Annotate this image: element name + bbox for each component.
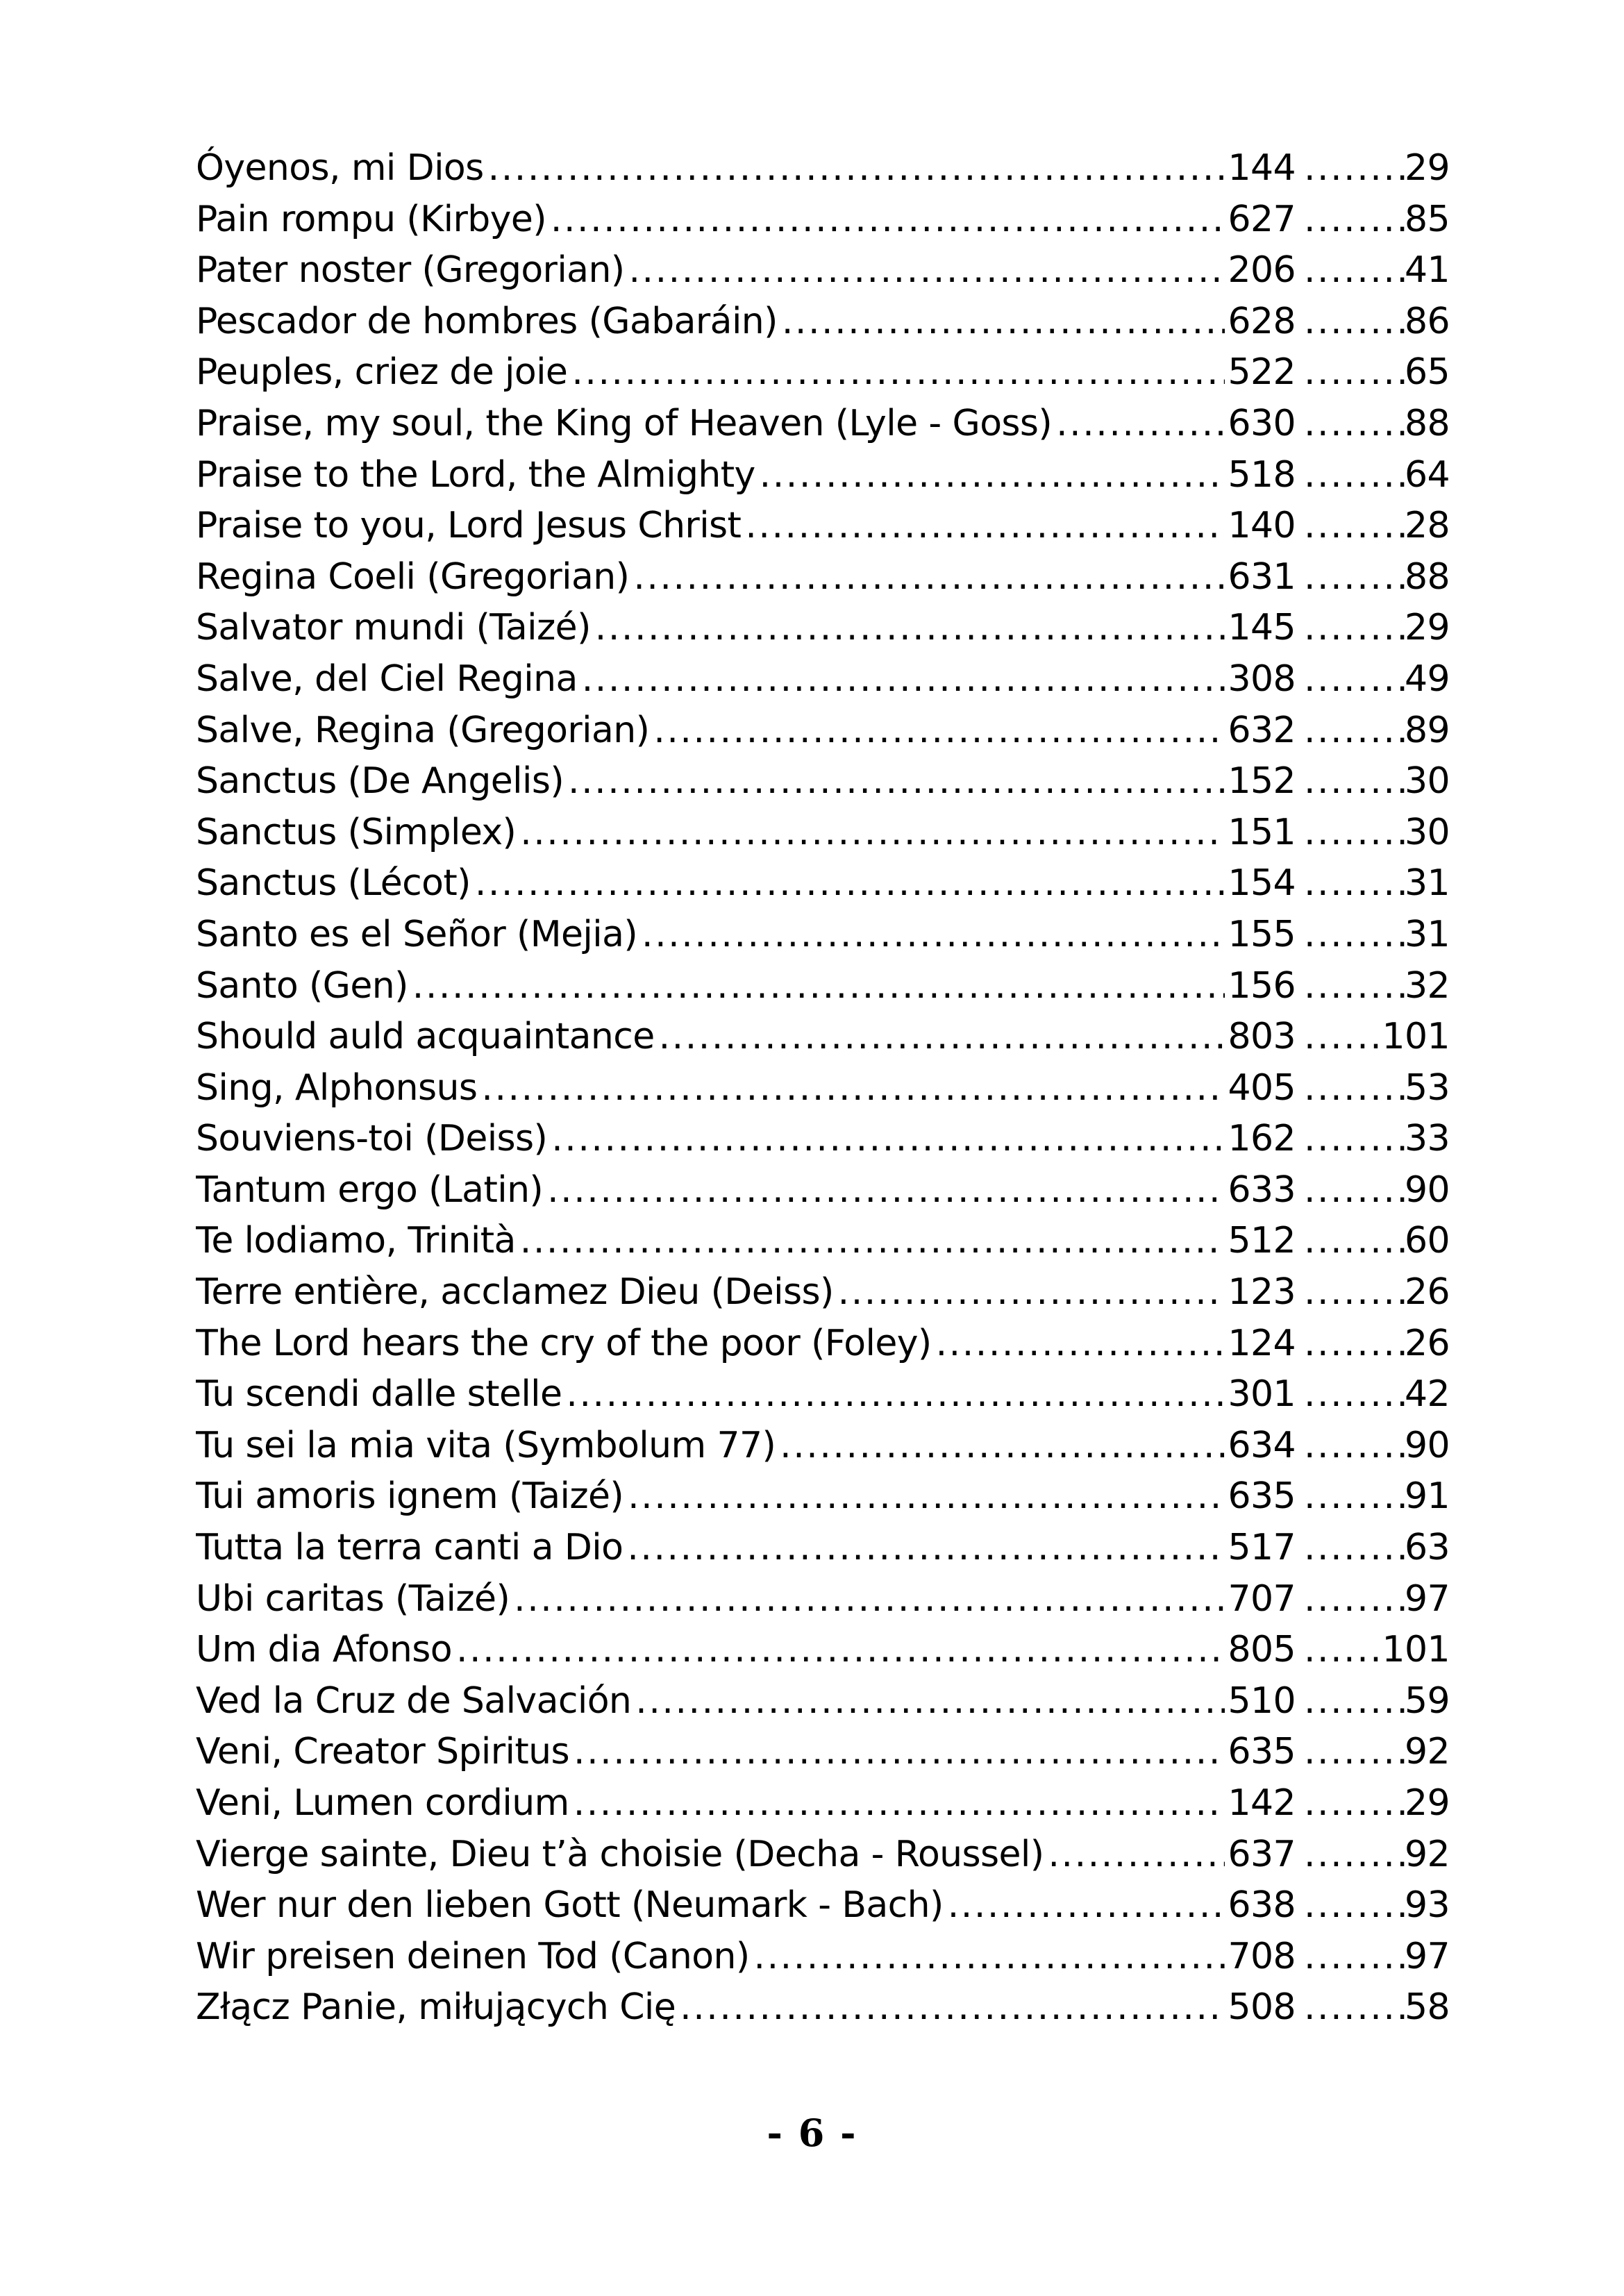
entry-title: Santo es el Señor (Mejia)	[196, 913, 638, 955]
entry-title-cell	[196, 603, 1225, 654]
entry-page-number: 33	[1405, 1118, 1450, 1160]
entry-title: Tantum ergo (Latin)	[196, 1168, 544, 1211]
dot-leader	[481, 1063, 1225, 1114]
entry-hymn-number: 301	[1228, 1373, 1296, 1416]
index-entry	[196, 603, 1450, 654]
dot-leader	[551, 194, 1225, 246]
index-entry	[196, 1932, 1450, 1983]
dot-leader	[628, 1471, 1225, 1523]
dot-leader	[551, 1114, 1225, 1165]
entry-page-cell	[1296, 1778, 1450, 1829]
entry-title: Praise to you, Lord Jesus Christ	[196, 505, 742, 547]
entry-page-number: 60	[1405, 1220, 1450, 1262]
entry-hymn-number: 805	[1228, 1629, 1296, 1671]
dot-leader	[1296, 1727, 1405, 1778]
entry-title: Praise, my soul, the King of Heaven (Lyle - Goss)	[196, 402, 1053, 444]
entry-page-number: 29	[1405, 147, 1450, 189]
entry-hymn-number: 632	[1228, 709, 1296, 751]
entry-title: Should auld acquaintance	[196, 1016, 655, 1058]
entry-page-cell	[1296, 705, 1450, 757]
entry-title: Ubi caritas (Taizé)	[196, 1577, 510, 1620]
dot-leader	[412, 961, 1225, 1012]
entry-page-cell	[1296, 961, 1450, 1012]
dot-leader	[520, 807, 1225, 859]
entry-hymn-number: 162	[1228, 1118, 1296, 1160]
dot-leader	[1296, 654, 1405, 705]
entry-hymn-number: 140	[1228, 505, 1296, 547]
entry-hymn-number: 803	[1228, 1016, 1296, 1058]
entry-title: Wir preisen deinen Tod (Canon)	[196, 1935, 750, 1977]
entry-hymn-number: 635	[1228, 1731, 1296, 1773]
entry-page-number: 42	[1405, 1373, 1450, 1416]
entry-page-number: 28	[1405, 505, 1450, 547]
entry-page-number: 30	[1405, 811, 1450, 853]
dot-leader	[1296, 1523, 1405, 1574]
entry-hymn-number: 518	[1228, 453, 1296, 496]
dot-leader	[627, 1523, 1225, 1574]
dot-leader	[1296, 961, 1405, 1012]
entry-page-number: 85	[1405, 198, 1450, 240]
entry-hymn-number: 630	[1228, 402, 1296, 444]
entry-title: Ved la Cruz de Salvación	[196, 1679, 632, 1722]
entry-title-cell	[196, 450, 1225, 501]
entry-page-cell	[1296, 501, 1450, 552]
entry-page-cell	[1296, 399, 1450, 450]
dot-leader	[1296, 1676, 1405, 1727]
entry-page-cell	[1296, 1574, 1450, 1625]
entry-page-cell	[1296, 1676, 1450, 1727]
index-entry	[196, 1676, 1450, 1727]
entry-hymn-number: 635	[1228, 1475, 1296, 1518]
dot-leader	[1296, 245, 1405, 296]
index-entry	[196, 756, 1450, 807]
entry-hymn-number: 154	[1228, 862, 1296, 905]
dot-leader	[1296, 1267, 1405, 1318]
index-entry	[196, 1880, 1450, 1932]
entry-page-cell	[1296, 1267, 1450, 1318]
entry-title-cell	[196, 756, 1225, 807]
entry-title-cell	[196, 1012, 1225, 1063]
dot-leader	[1296, 1063, 1405, 1114]
entry-hymn-number: 517	[1228, 1527, 1296, 1569]
dot-leader	[582, 654, 1225, 705]
entry-page-cell	[1296, 1318, 1450, 1370]
entry-page-cell	[1296, 1625, 1450, 1676]
entry-title: Peuples, criez de joie	[196, 351, 568, 394]
entry-title: Tutta la terra canti a Dio	[196, 1527, 623, 1569]
dot-leader	[574, 1727, 1225, 1778]
entry-title: Złącz Panie, miłujących Cię	[196, 1986, 676, 2029]
dot-leader	[1296, 1829, 1405, 1881]
entry-hymn-number: 508	[1228, 1986, 1296, 2029]
index-entry	[196, 1165, 1450, 1216]
entry-title-cell	[196, 1727, 1225, 1778]
entry-title: Óyenos, mi Dios	[196, 147, 484, 189]
entry-page-cell	[1296, 194, 1450, 246]
entry-page-cell	[1296, 1982, 1450, 2034]
entry-hymn-number: 145	[1228, 607, 1296, 649]
entry-hymn-number: 405	[1228, 1066, 1296, 1109]
dot-leader	[1296, 1982, 1405, 2034]
dot-leader	[745, 501, 1225, 552]
entry-title: Tu sei la mia vita (Symbolum 77)	[196, 1424, 776, 1466]
dot-leader	[1296, 910, 1405, 961]
entry-hymn-number: 512	[1228, 1220, 1296, 1262]
dot-leader	[1296, 1880, 1405, 1932]
entry-title-cell	[196, 399, 1225, 450]
entry-title-cell	[196, 1932, 1225, 1983]
index-entry	[196, 1267, 1450, 1318]
index-entry	[196, 654, 1450, 705]
entry-page-cell	[1296, 1421, 1450, 1472]
dot-leader	[1296, 1114, 1405, 1165]
entry-page-number: 26	[1405, 1271, 1450, 1314]
entry-page-number: 49	[1405, 657, 1450, 700]
entry-page-cell	[1296, 450, 1450, 501]
page-footer-number: - 6 -	[767, 2111, 857, 2155]
entry-hymn-number: 633	[1228, 1168, 1296, 1211]
entry-title-cell	[196, 654, 1225, 705]
entry-hymn-number: 627	[1228, 198, 1296, 240]
entry-page-cell	[1296, 296, 1450, 348]
index-entry	[196, 807, 1450, 859]
dot-leader	[760, 450, 1225, 501]
entry-page-cell	[1296, 1829, 1450, 1881]
entry-title: Veni, Lumen cordium	[196, 1782, 569, 1824]
entry-title-cell	[196, 1625, 1225, 1676]
index-entry	[196, 1369, 1450, 1421]
entry-page-cell	[1296, 1471, 1450, 1523]
entry-hymn-number: 151	[1228, 811, 1296, 853]
index-entry	[196, 552, 1450, 603]
entry-hymn-number: 634	[1228, 1424, 1296, 1466]
entry-page-number: 93	[1405, 1884, 1450, 1927]
index-entry	[196, 1727, 1450, 1778]
index-entry	[196, 1063, 1450, 1114]
index-entry	[196, 705, 1450, 757]
entry-title: Salve, del Ciel Regina	[196, 657, 578, 700]
dot-leader	[1296, 1369, 1405, 1421]
dot-leader	[514, 1574, 1225, 1625]
entry-title-cell	[196, 501, 1225, 552]
entry-page-cell	[1296, 807, 1450, 859]
hymn-index-list	[196, 143, 1450, 2034]
dot-leader	[568, 756, 1225, 807]
entry-title: The Lord hears the cry of the poor (Foley)	[196, 1322, 932, 1364]
dot-leader	[547, 1165, 1225, 1216]
entry-page-number: 32	[1405, 964, 1450, 1007]
entry-title: Regina Coeli (Gregorian)	[196, 555, 630, 598]
entry-title-cell	[196, 1421, 1225, 1472]
entry-title-cell	[196, 705, 1225, 757]
entry-page-number: 101	[1382, 1629, 1450, 1671]
dot-leader	[1296, 1574, 1405, 1625]
entry-hymn-number: 638	[1228, 1884, 1296, 1927]
entry-page-number: 92	[1405, 1731, 1450, 1773]
index-entry	[196, 347, 1450, 399]
dot-leader	[488, 143, 1225, 194]
dot-leader	[633, 552, 1225, 603]
index-entry	[196, 450, 1450, 501]
entry-page-cell	[1296, 1523, 1450, 1574]
entry-title-cell	[196, 1114, 1225, 1165]
entry-page-number: 41	[1405, 249, 1450, 292]
entry-page-number: 91	[1405, 1475, 1450, 1518]
entry-title-cell	[196, 245, 1225, 296]
dot-leader	[1048, 1829, 1225, 1881]
dot-leader	[1296, 1165, 1405, 1216]
entry-title-cell	[196, 1880, 1225, 1932]
dot-leader	[571, 347, 1225, 399]
entry-page-cell	[1296, 1063, 1450, 1114]
dot-leader	[659, 1012, 1225, 1063]
entry-title-cell	[196, 961, 1225, 1012]
dot-leader	[574, 1778, 1225, 1829]
dot-leader	[780, 1421, 1225, 1472]
dot-leader	[754, 1932, 1225, 1983]
dot-leader	[680, 1982, 1225, 2034]
index-entry	[196, 296, 1450, 348]
dot-leader	[1296, 1216, 1405, 1267]
entry-title-cell	[196, 1574, 1225, 1625]
entry-page-cell	[1296, 1932, 1450, 1983]
entry-title: Veni, Creator Spiritus	[196, 1731, 570, 1773]
index-entry	[196, 1471, 1450, 1523]
entry-page-number: 90	[1405, 1168, 1450, 1211]
entry-page-cell	[1296, 245, 1450, 296]
dot-leader	[520, 1216, 1225, 1267]
dot-leader	[1296, 450, 1405, 501]
entry-page-number: 53	[1405, 1066, 1450, 1109]
entry-page-number: 90	[1405, 1424, 1450, 1466]
entry-title: Salve, Regina (Gregorian)	[196, 709, 650, 751]
entry-title: Sanctus (Simplex)	[196, 811, 517, 853]
index-entry	[196, 143, 1450, 194]
index-entry	[196, 1829, 1450, 1881]
entry-page-cell	[1296, 654, 1450, 705]
dot-leader	[475, 858, 1225, 910]
entry-page-number: 31	[1405, 862, 1450, 905]
entry-hymn-number: 308	[1228, 657, 1296, 700]
dot-leader	[1296, 1318, 1405, 1370]
index-entry	[196, 1778, 1450, 1829]
index-entry	[196, 1318, 1450, 1370]
dot-leader	[653, 705, 1225, 757]
entry-hymn-number: 155	[1228, 913, 1296, 955]
dot-leader	[566, 1369, 1225, 1421]
entry-hymn-number: 206	[1228, 249, 1296, 292]
entry-page-number: 92	[1405, 1833, 1450, 1875]
entry-page-number: 88	[1405, 555, 1450, 598]
dot-leader	[1296, 399, 1405, 450]
dot-leader	[1296, 143, 1405, 194]
entry-page-number: 65	[1405, 351, 1450, 394]
entry-page-number: 31	[1405, 913, 1450, 955]
entry-page-number: 89	[1405, 709, 1450, 751]
entry-page-number: 58	[1405, 1986, 1450, 2029]
entry-hymn-number: 124	[1228, 1322, 1296, 1364]
entry-title: Pain rompu (Kirbye)	[196, 198, 546, 240]
entry-title-cell	[196, 194, 1225, 246]
entry-title: Um dia Afonso	[196, 1629, 452, 1671]
entry-hymn-number: 631	[1228, 555, 1296, 598]
dot-leader	[1296, 756, 1405, 807]
index-entry	[196, 910, 1450, 961]
entry-page-number: 88	[1405, 402, 1450, 444]
entry-title-cell	[196, 1523, 1225, 1574]
entry-title: Wer nur den lieben Gott (Neumark - Bach)	[196, 1884, 944, 1927]
dot-leader	[1296, 194, 1405, 246]
entry-title-cell	[196, 1471, 1225, 1523]
dot-leader	[1296, 347, 1405, 399]
entry-page-number: 101	[1382, 1016, 1450, 1058]
index-entry	[196, 1982, 1450, 2034]
entry-hymn-number: 152	[1228, 760, 1296, 803]
entry-hymn-number: 707	[1228, 1577, 1296, 1620]
entry-page-cell	[1296, 347, 1450, 399]
entry-page-cell	[1296, 1369, 1450, 1421]
entry-hymn-number: 144	[1228, 147, 1296, 189]
entry-title: Tu scendi dalle stelle	[196, 1373, 562, 1416]
entry-page-cell	[1296, 143, 1450, 194]
dot-leader	[635, 1676, 1225, 1727]
entry-title: Praise to the Lord, the Almighty	[196, 453, 755, 496]
entry-title: Pescador de hombres (Gabaráin)	[196, 300, 778, 342]
entry-page-cell	[1296, 1880, 1450, 1932]
entry-title: Pater noster (Gregorian)	[196, 249, 625, 292]
dot-leader	[642, 910, 1225, 961]
dot-leader	[1296, 501, 1405, 552]
entry-title-cell	[196, 807, 1225, 859]
entry-page-cell	[1296, 552, 1450, 603]
entry-page-cell	[1296, 1114, 1450, 1165]
entry-page-cell	[1296, 1012, 1450, 1063]
dot-leader	[1296, 1932, 1405, 1983]
entry-title-cell	[196, 347, 1225, 399]
entry-title-cell	[196, 1676, 1225, 1727]
entry-title-cell	[196, 552, 1225, 603]
entry-page-number: 29	[1405, 1782, 1450, 1824]
index-entry	[196, 1012, 1450, 1063]
entry-page-number: 64	[1405, 453, 1450, 496]
entry-title: Santo (Gen)	[196, 964, 408, 1007]
entry-hymn-number: 510	[1228, 1679, 1296, 1722]
index-entry	[196, 1625, 1450, 1676]
entry-title-cell	[196, 858, 1225, 910]
index-entry	[196, 194, 1450, 246]
index-entry	[196, 1574, 1450, 1625]
dot-leader	[1296, 1421, 1405, 1472]
dot-leader	[595, 603, 1225, 654]
entry-hymn-number: 156	[1228, 964, 1296, 1007]
entry-page-cell	[1296, 910, 1450, 961]
entry-title: Souviens-toi (Deiss)	[196, 1118, 548, 1160]
entry-page-cell	[1296, 1216, 1450, 1267]
entry-title-cell	[196, 143, 1225, 194]
entry-page-number: 97	[1405, 1935, 1450, 1977]
dot-leader	[1296, 858, 1405, 910]
dot-leader	[1296, 1625, 1382, 1676]
dot-leader	[1296, 296, 1405, 348]
entry-title-cell	[196, 296, 1225, 348]
dot-leader	[948, 1880, 1225, 1932]
entry-hymn-number: 637	[1228, 1833, 1296, 1875]
entry-page-number: 86	[1405, 300, 1450, 342]
dot-leader	[1296, 1012, 1382, 1063]
entry-title: Sing, Alphonsus	[196, 1066, 478, 1109]
index-entry	[196, 1523, 1450, 1574]
entry-page-number: 26	[1405, 1322, 1450, 1364]
entry-page-cell	[1296, 756, 1450, 807]
entry-title: Terre entière, acclamez Dieu (Deiss)	[196, 1271, 834, 1314]
dot-leader	[1296, 705, 1405, 757]
dot-leader	[838, 1267, 1225, 1318]
index-entry	[196, 399, 1450, 450]
dot-leader	[1296, 552, 1405, 603]
dot-leader	[1296, 1471, 1405, 1523]
index-entry	[196, 245, 1450, 296]
dot-leader	[1296, 807, 1405, 859]
dot-leader	[456, 1625, 1225, 1676]
index-entry	[196, 1216, 1450, 1267]
entry-title-cell	[196, 1063, 1225, 1114]
index-entry	[196, 1421, 1450, 1472]
entry-hymn-number: 628	[1228, 300, 1296, 342]
dot-leader	[1056, 399, 1225, 450]
entry-page-cell	[1296, 603, 1450, 654]
entry-page-number: 59	[1405, 1679, 1450, 1722]
entry-title: Salvator mundi (Taizé)	[196, 607, 591, 649]
entry-hymn-number: 522	[1228, 351, 1296, 394]
entry-page-cell	[1296, 858, 1450, 910]
dot-leader	[782, 296, 1225, 348]
entry-page-number: 29	[1405, 607, 1450, 649]
entry-title: Tui amoris ignem (Taizé)	[196, 1475, 624, 1518]
index-entry	[196, 1114, 1450, 1165]
dot-leader	[629, 245, 1225, 296]
dot-leader	[1296, 1778, 1405, 1829]
index-entry	[196, 961, 1450, 1012]
entry-title-cell	[196, 1267, 1225, 1318]
entry-title-cell	[196, 1318, 1225, 1370]
entry-page-number: 30	[1405, 760, 1450, 803]
entry-hymn-number: 708	[1228, 1935, 1296, 1977]
entry-title-cell	[196, 1982, 1225, 2034]
entry-title: Vierge sainte, Dieu t’à choisie (Decha - Roussel)	[196, 1833, 1044, 1875]
entry-title-cell	[196, 1778, 1225, 1829]
index-entry	[196, 858, 1450, 910]
entry-hymn-number: 142	[1228, 1782, 1296, 1824]
entry-title: Sanctus (Lécot)	[196, 862, 471, 905]
entry-title-cell	[196, 1165, 1225, 1216]
entry-page-number: 63	[1405, 1527, 1450, 1569]
entry-title: Te lodiamo, Trinità	[196, 1220, 516, 1262]
entry-page-number: 97	[1405, 1577, 1450, 1620]
dot-leader	[936, 1318, 1225, 1370]
dot-leader	[1296, 603, 1405, 654]
entry-title-cell	[196, 1829, 1225, 1881]
entry-title-cell	[196, 1216, 1225, 1267]
entry-title-cell	[196, 910, 1225, 961]
index-entry	[196, 501, 1450, 552]
entry-title: Sanctus (De Angelis)	[196, 760, 564, 803]
entry-hymn-number: 123	[1228, 1271, 1296, 1314]
entry-page-cell	[1296, 1165, 1450, 1216]
entry-page-cell	[1296, 1727, 1450, 1778]
entry-title-cell	[196, 1369, 1225, 1421]
